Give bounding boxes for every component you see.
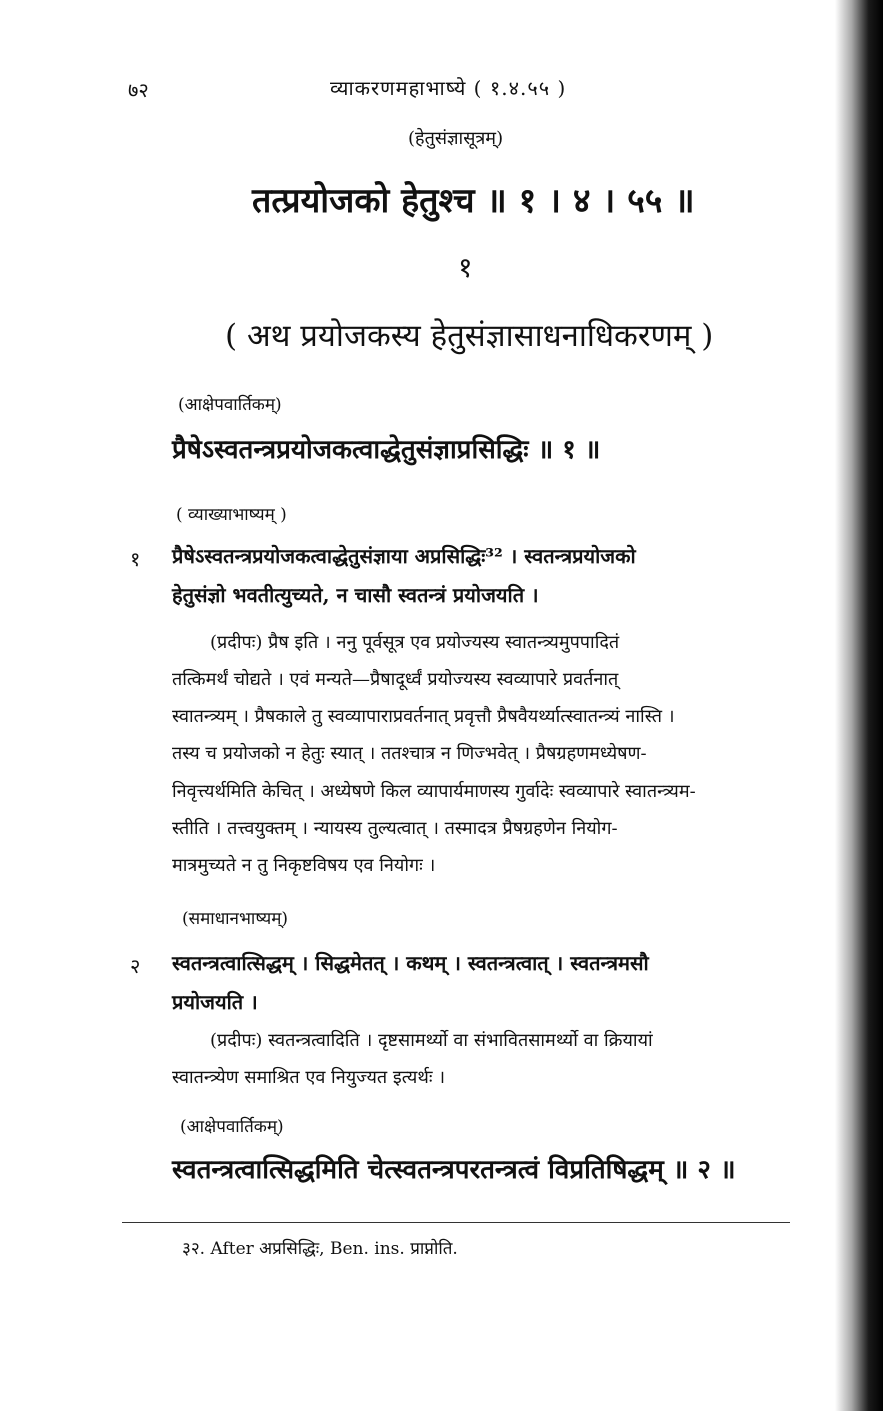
pradipa-1-line-3: स्वातन्त्र्यम् । प्रैषकाले तु स्वव्यापाराप्रवर्तनात् प्रवृत्तौ प्रैषवैयर्थ्यात्स्वातन्त्र्यं नास्ति । [172,706,675,727]
page-number: ७२ [128,78,149,102]
vartika-2: स्वतन्त्रत्वात्सिद्धमिति चेत्स्वतन्त्रपरतन्त्रत्वं विप्रतिषिद्धम् ॥ २ ॥ [172,1155,736,1185]
running-head: व्याकरणमहाभाष्ये ( १.४.५५ ) [330,76,567,100]
footnote: ३२. After अप्रसिद्धिः, Ben. ins. प्राप्नोति. [182,1239,458,1259]
pradipa-1-line-6: स्तीति । तत्त्वयुक्तम् । न्यायस्य तुल्यत्वात् । तस्मादत्र प्रैषग्रहणेन नियोग- [172,818,618,839]
pradipa-1-line-5: निवृत्त्यर्थमिति केचित् । अध्येषणे किल व्यापार्यमाणस्य गुर्वादेः स्वव्यापारे स्वातन्त्र्यम- [172,781,696,802]
bhashya-1-number: १ [130,547,141,571]
label-samadhana-bhashya: (समाधानभाष्यम्) [182,909,289,929]
bhashya-2-line-2: प्रयोजयति । [172,990,258,1014]
vartika-1: प्रैषेऽस्वतन्त्रप्रयोजकत्वाद्धेतुसंज्ञाप्रसिद्धिः ॥ १ ॥ [172,435,601,465]
bhashya-1-line-2: हेतुसंज्ञो भवतीत्युच्यते, न चासौ स्वतन्त्रं प्रयोजयति । [172,583,539,607]
bhashya-2-number: २ [130,954,141,978]
pradipa-1-line-4: तस्य च प्रयोजको न हेतुः स्यात् । ततश्चात्र न णिज्भवेत् । प्रैषग्रहणमध्येषण- [172,743,647,764]
scanned-page-edge [835,0,883,1411]
label-vyakhya-bhashya: ( व्याख्याभाष्यम् ) [176,505,287,525]
footnote-rule [122,1222,790,1223]
pradipa-1-line-2: तत्किमर्थं चोद्यते । एवं मन्यते—प्रैषादूर्ध्वं प्रयोज्यस्य स्वव्यापारे प्रवर्तनात् [172,669,619,690]
adhikarana-number: १ [458,251,473,284]
section-label: (हेतुसंज्ञासूत्रम्) [408,128,504,149]
pradipa-2-line-2: स्वातन्त्र्येण समाश्रित एव नियुज्यत इत्यर्थः । [172,1067,446,1088]
pradipa-1-line-7: मात्रमुच्यते न तु निकृष्टविषय एव नियोगः । [172,855,436,876]
sutra-heading: तत्प्रयोजको हेतुश्च ॥ १ । ४ । ५५ ॥ [252,181,695,221]
bhashya-2-line-1: स्वतन्त्रत्वात्सिद्धम् । सिद्धमेतत् । कथम् । स्वतन्त्रत्वात् । स्वतन्त्रमसौ [172,951,649,975]
pradipa-1-line-1: (प्रदीपः) प्रैष इति । ननु पूर्वसूत्र एव प्रयोज्यस्य स्वातन्त्र्यमुपपादितं [210,632,620,653]
label-akshepa-vartika-2: (आक्षेपवार्तिकम्) [180,1117,284,1137]
adhikarana-title: ( अथ प्रयोजकस्य हेतुसंज्ञासाधनाधिकरणम् ) [225,318,714,354]
pradipa-2-line-1: (प्रदीपः) स्वतन्त्रत्वादिति । दृष्टसामर्थ्यो वा संभावितसामर्थ्यो वा क्रियायां [210,1030,653,1051]
bhashya-1-line-1: प्रैषेऽस्वतन्त्रप्रयोजकत्वाद्धेतुसंज्ञाया अप्रसिद्धिः³² । स्वतन्त्रप्रयोजको [172,544,636,568]
label-akshepa-vartika-1: (आक्षेपवार्तिकम्) [178,395,282,415]
